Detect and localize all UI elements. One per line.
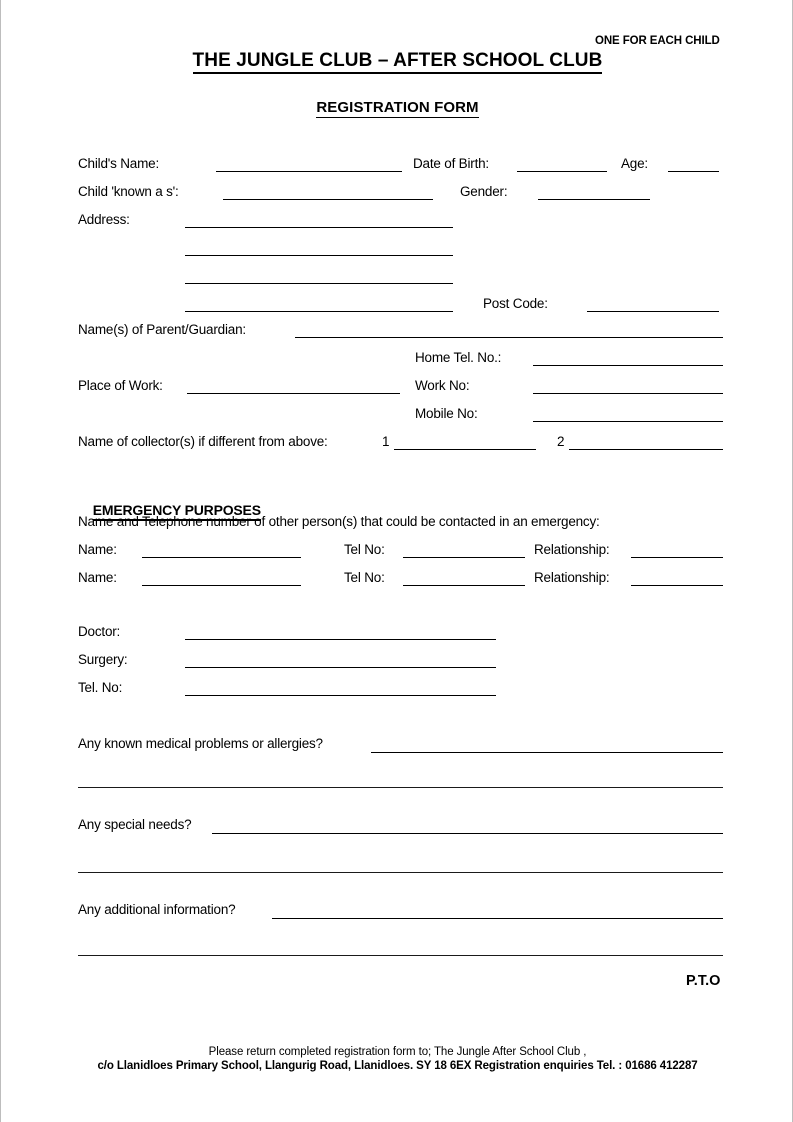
emergency-2-relationship-field[interactable]	[631, 585, 723, 586]
emergency-1-tel-label: Tel No:	[344, 542, 385, 557]
address-line-2[interactable]	[185, 255, 453, 256]
question-additional-info-field[interactable]	[272, 918, 723, 919]
question-special-needs-field[interactable]	[212, 833, 723, 834]
collector-2-field[interactable]	[569, 449, 723, 450]
page-subtitle	[1, 99, 793, 116]
doctor-tel-field[interactable]	[185, 695, 496, 696]
emergency-2-name-field[interactable]	[142, 585, 301, 586]
post-code-label: Post Code:	[483, 296, 548, 311]
mobile-no-field[interactable]	[533, 421, 723, 422]
surgery-label: Surgery:	[78, 652, 128, 667]
doctor-field[interactable]	[185, 639, 496, 640]
collectors-label: Name of collector(s) if different from above:	[78, 434, 328, 449]
place-of-work-label: Place of Work:	[78, 378, 163, 393]
collector-1-field[interactable]	[394, 449, 536, 450]
question-special-needs-continuation[interactable]	[78, 872, 723, 873]
address-line-4[interactable]	[185, 311, 453, 312]
surgery-field[interactable]	[185, 667, 496, 668]
emergency-1-name-field[interactable]	[142, 557, 301, 558]
work-no-field[interactable]	[533, 393, 723, 394]
age-label: Age:	[621, 156, 648, 171]
address-label: Address:	[78, 212, 130, 227]
question-medical-problems-label: Any known medical problems or allergies?	[78, 736, 323, 751]
one-for-each-child-note: ONE FOR EACH CHILD	[595, 35, 720, 47]
doctor-label: Doctor:	[78, 624, 121, 639]
emergency-1-tel-field[interactable]	[403, 557, 525, 558]
known-as-field[interactable]	[223, 199, 433, 200]
mobile-no-label: Mobile No:	[415, 406, 478, 421]
question-special-needs-label: Any special needs?	[78, 817, 192, 832]
doctor-tel-label: Tel. No:	[78, 680, 123, 695]
page-title	[1, 50, 793, 72]
collector-2-number: 2	[557, 434, 565, 449]
gender-label: Gender:	[460, 184, 508, 199]
parent-guardian-names-field[interactable]	[295, 337, 723, 338]
home-tel-field[interactable]	[533, 365, 723, 366]
age-field[interactable]	[668, 171, 719, 172]
question-additional-info-label: Any additional information?	[78, 902, 236, 917]
emergency-2-tel-label: Tel No:	[344, 570, 385, 585]
place-of-work-field[interactable]	[187, 393, 400, 394]
page-turn-over-note: P.T.O	[686, 973, 721, 989]
page-title-text: THE JUNGLE CLUB – AFTER SCHOOL CLUB	[193, 50, 603, 74]
footer-return-address-line-2: c/o Llanidloes Primary School, Llangurig Road, Llanidloes. SY 18 6EX Registration enquiries Tel. : 01686 412287	[97, 1060, 698, 1072]
date-of-birth-field[interactable]	[517, 171, 607, 172]
gender-field[interactable]	[538, 199, 650, 200]
date-of-birth-label: Date of Birth:	[413, 156, 489, 171]
collector-1-number: 1	[382, 434, 390, 449]
childs-name-label: Child's Name:	[78, 156, 160, 171]
page-subtitle-text: REGISTRATION FORM	[316, 99, 479, 116]
emergency-1-name-label: Name:	[78, 542, 117, 557]
emergency-1-relationship-label: Relationship:	[534, 542, 610, 557]
emergency-2-relationship-label: Relationship:	[534, 570, 610, 585]
question-medical-problems-continuation[interactable]	[78, 787, 723, 788]
known-as-label: Child 'known a s':	[78, 184, 179, 199]
parent-guardian-names-label: Name(s) of Parent/Guardian:	[78, 322, 246, 337]
address-line-1[interactable]	[185, 227, 453, 228]
question-additional-info-continuation[interactable]	[78, 955, 723, 956]
emergency-intro-text: Name and Telephone number of other person(s) that could be contacted in an emergency:	[78, 514, 600, 529]
home-tel-label: Home Tel. No.:	[415, 350, 502, 365]
emergency-purposes-heading-text: EMERGENCY PURPOSES	[93, 502, 261, 521]
work-no-label: Work No:	[415, 378, 470, 393]
emergency-1-relationship-field[interactable]	[631, 557, 723, 558]
emergency-2-tel-field[interactable]	[403, 585, 525, 586]
childs-name-field[interactable]	[216, 171, 402, 172]
address-line-3[interactable]	[185, 283, 453, 284]
post-code-field[interactable]	[587, 311, 719, 312]
question-medical-problems-field[interactable]	[371, 752, 723, 753]
footer-return-address-line-1: Please return completed registration form to; The Jungle After School Club ,	[208, 1046, 587, 1058]
emergency-2-name-label: Name:	[78, 570, 117, 585]
